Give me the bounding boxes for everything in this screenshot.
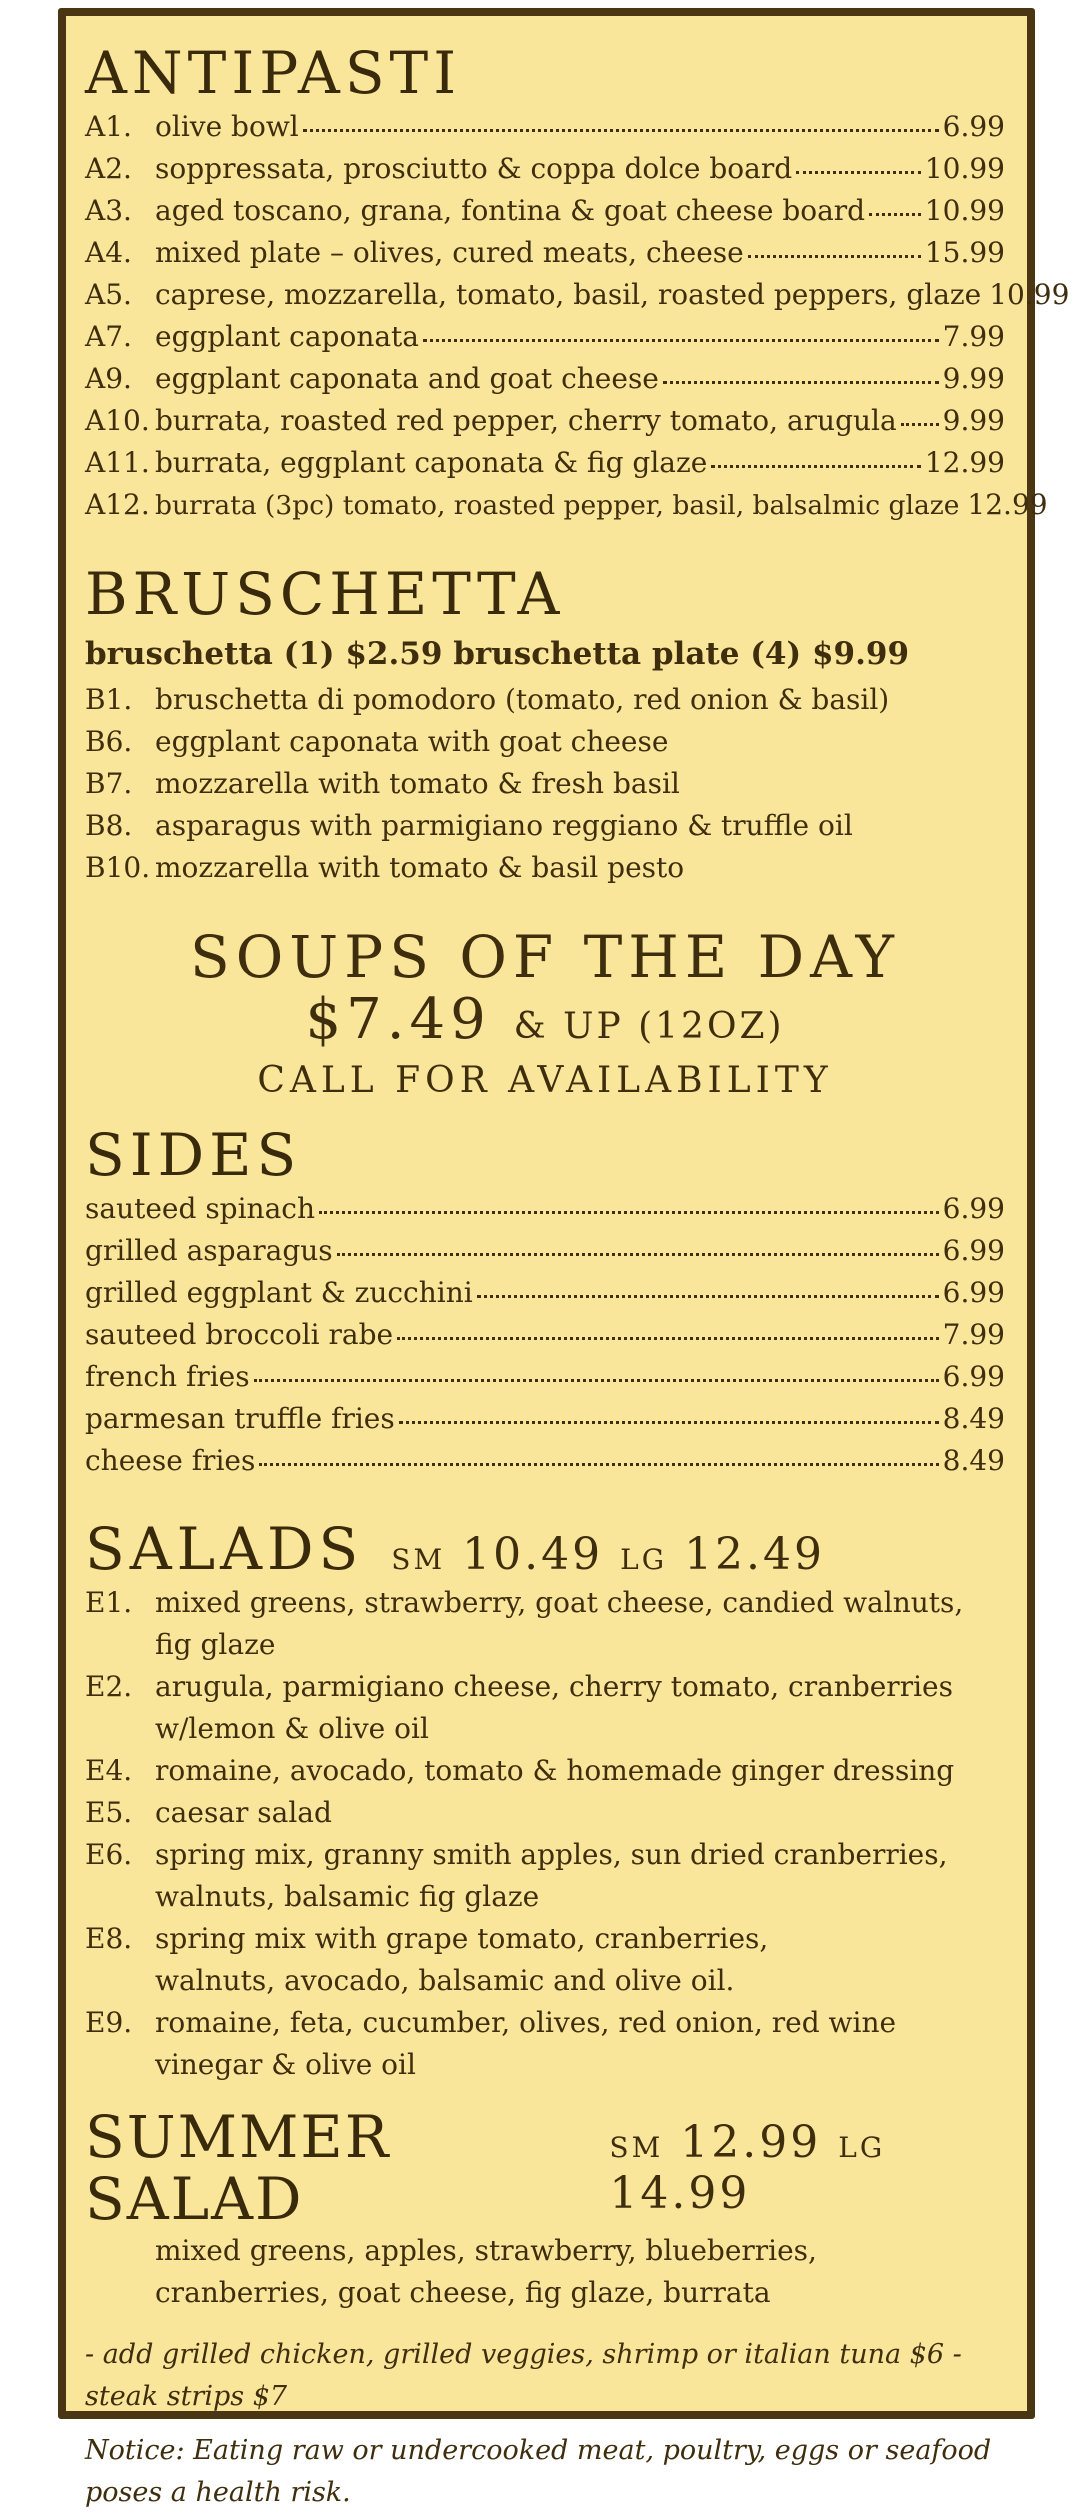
- menu-item: B10. mozzarella with tomato & basil pesto: [85, 851, 685, 884]
- health-notice: Notice: Eating raw or undercooked meat, poultry, eggs or seafood poses a health risk.: [85, 2435, 992, 2508]
- soups-block: [85, 925, 1005, 1104]
- bruschetta-list: [85, 679, 1005, 889]
- summer-salad-title: SUMMER SALAD: [85, 2103, 391, 2233]
- menu-item: A9. eggplant caponata and goat cheese 9.99: [85, 362, 1005, 395]
- soups-availability: CALL FOR AVAILABILITY: [257, 1060, 833, 1101]
- antipasti-title: ANTIPASTI: [85, 39, 462, 107]
- menu-item: A12. burrata (3pc) tomato, roasted pepper, basil, balsalmic glaze 12.99: [85, 488, 1048, 521]
- bruschetta-pricing: bruschetta (1) $2.59 bruschetta plate (4) $9.99: [85, 636, 910, 672]
- menu-item: cheese fries 8.49: [85, 1444, 1005, 1477]
- menu-item: sauteed broccoli rabe 7.99: [85, 1318, 1005, 1351]
- menu-content: [85, 39, 1070, 2514]
- menu-item: A4. mixed plate – olives, cured meats, cheese 15.99: [85, 236, 1005, 269]
- menu-item: B8. asparagus with parmigiano reggiano & truffle oil: [85, 809, 853, 842]
- menu-item: E2. arugula, parmigiano cheese, cherry tomato, cranberries w/lemon & olive oil: [85, 1670, 953, 1745]
- menu-item: B6. eggplant caponata with goat cheese: [85, 725, 669, 758]
- menu-item: B1. bruschetta di pomodoro (tomato, red onion & basil): [85, 683, 890, 716]
- summer-salad-prices: SM 12.99 LG 14.99: [609, 2117, 886, 2219]
- summer-salad-description: mixed greens, apples, strawberry, blueberries, cranberries, goat cheese, fig glaze, burrata: [155, 2234, 817, 2309]
- sides-list: [85, 1188, 1005, 1482]
- menu-item: grilled eggplant & zucchini 6.99: [85, 1276, 1005, 1309]
- menu-item: E8. spring mix with grape tomato, cranberries, walnuts, avocado, balsamic and olive oil.: [85, 1922, 769, 1997]
- salads-prices: SM 10.49 LG 12.49: [391, 1529, 826, 1580]
- menu-item: E5. caesar salad: [85, 1796, 332, 1829]
- menu-item: B7. mozzarella with tomato & fresh basil: [85, 767, 680, 800]
- menu-item: grilled asparagus 6.99: [85, 1234, 1005, 1267]
- sides-title: SIDES: [85, 1121, 302, 1189]
- menu-item: parmesan truffle fries 8.49: [85, 1402, 1005, 1435]
- menu-item: E4. romaine, avocado, tomato & homemade ginger dressing: [85, 1754, 955, 1787]
- menu-item: E9. romaine, feta, cucumber, olives, red onion, red wine vinegar & olive oil: [85, 2006, 897, 2081]
- soups-price: $7.49 & UP (12OZ): [305, 987, 785, 1052]
- salads-header: [85, 1515, 1005, 1583]
- menu-item: A1. olive bowl 6.99: [85, 110, 1005, 143]
- bruschetta-title: BRUSCHETTA: [85, 560, 565, 628]
- menu-item: A10. burrata, roasted red pepper, cherry tomato, arugula 9.99: [85, 404, 1005, 437]
- menu-item: sauteed spinach 6.99: [85, 1192, 1005, 1225]
- menu-item: A7. eggplant caponata 7.99: [85, 320, 1005, 353]
- antipasti-list: [85, 106, 1070, 527]
- salads-list: [85, 1582, 1005, 2086]
- addons-note: - add grilled chicken, grilled veggies, shrimp or italian tuna $6 - steak strips $7: [85, 2339, 962, 2412]
- menu-item: A11. burrata, eggplant caponata & fig glaze 12.99: [85, 446, 1005, 479]
- soups-title: SOUPS OF THE DAY: [190, 923, 900, 991]
- menu-item: E1. mixed greens, strawberry, goat cheese, candied walnuts, fig glaze: [85, 1586, 964, 1661]
- menu-item: A3. aged toscano, grana, fontina & goat cheese board 10.99: [85, 194, 1005, 227]
- menu-item: E6. spring mix, granny smith apples, sun dried cranberries, walnuts, balsamic fig glaze: [85, 1838, 948, 1913]
- salads-title: SALADS: [85, 1515, 364, 1583]
- menu-item: A5. caprese, mozzarella, tomato, basil, roasted peppers, glaze 10.99: [85, 278, 1070, 311]
- menu-item: A2. soppressata, prosciutto & coppa dolce board 10.99: [85, 152, 1005, 185]
- menu-item: french fries 6.99: [85, 1360, 1005, 1393]
- summer-salad-header: [85, 2103, 1005, 2233]
